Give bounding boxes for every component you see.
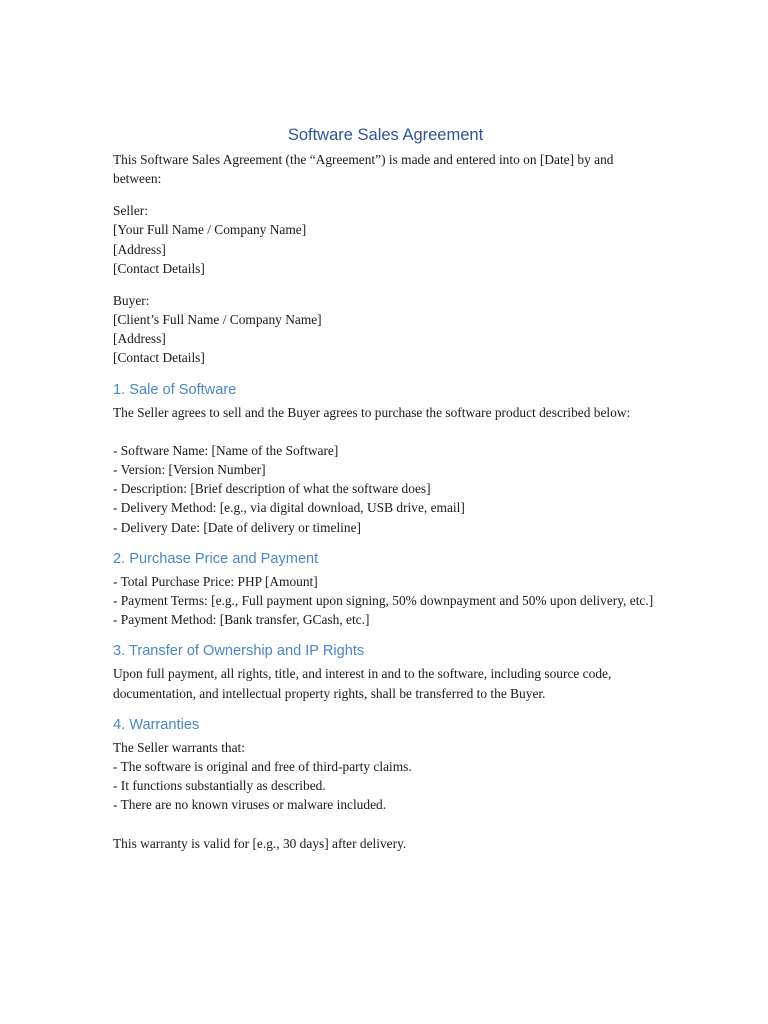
seller-contact: [Contact Details] [113,260,205,276]
buyer-address: [Address] [113,331,166,347]
seller-block [113,201,658,278]
list-item: - Delivery Date: [Date of delivery or timeline] [113,519,361,535]
document-body [113,124,658,853]
sale-details-list [113,441,658,537]
buyer-contact: [Contact Details] [113,350,205,366]
warranties-list [113,738,658,815]
list-item: - Version: [Version Number] [113,462,266,478]
section-heading-ownership: 3. Transfer of Ownership and IP Rights [113,643,365,660]
buyer-label: Buyer: [113,292,150,308]
list-item: - Delivery Method: [e.g., via digital download, USB drive, email] [113,500,465,516]
list-item: - Payment Terms: [e.g., Full payment upon signing, 50% downpayment and 50% upon delivery, etc.] [113,593,654,609]
buyer-block [113,291,658,368]
section-heading-sale: 1. Sale of Software [113,381,237,398]
list-item: - Total Purchase Price: PHP [Amount] [113,573,318,589]
seller-label: Seller: [113,203,148,219]
section-heading-price: 2. Purchase Price and Payment [113,550,319,567]
list-item: - There are no known viruses or malware included. [113,797,387,813]
document-title: Software Sales Agreement [287,126,484,144]
warranty-validity: This warranty is valid for [e.g., 30 days] after delivery. [113,835,407,851]
section-text-ownership: Upon full payment, all rights, title, and interest in and to the software, including source code, documentation, and intellectual property rights, shall be transferred to the Buyer. [113,666,612,701]
buyer-name: [Client’s Full Name / Company Name] [113,312,322,328]
seller-name: [Your Full Name / Company Name] [113,222,307,238]
price-details-list [113,572,658,630]
section-heading-warranties: 4. Warranties [113,716,200,733]
list-item: - It functions substantially as described. [113,778,326,794]
list-item: - Payment Method: [Bank transfer, GCash, etc.] [113,612,370,628]
list-item: The Seller warrants that: [113,739,245,755]
seller-address: [Address] [113,241,166,257]
section-text-sale: The Seller agrees to sell and the Buyer agrees to purchase the software product described below: [113,404,631,420]
list-item: - Description: [Brief description of what the software does] [113,481,431,497]
intro-paragraph: This Software Sales Agreement (the “Agreement”) is made and entered into on [Date] by and between: [113,152,614,187]
list-item: - Software Name: [Name of the Software] [113,442,339,458]
list-item: - The software is original and free of third-party claims. [113,759,412,775]
